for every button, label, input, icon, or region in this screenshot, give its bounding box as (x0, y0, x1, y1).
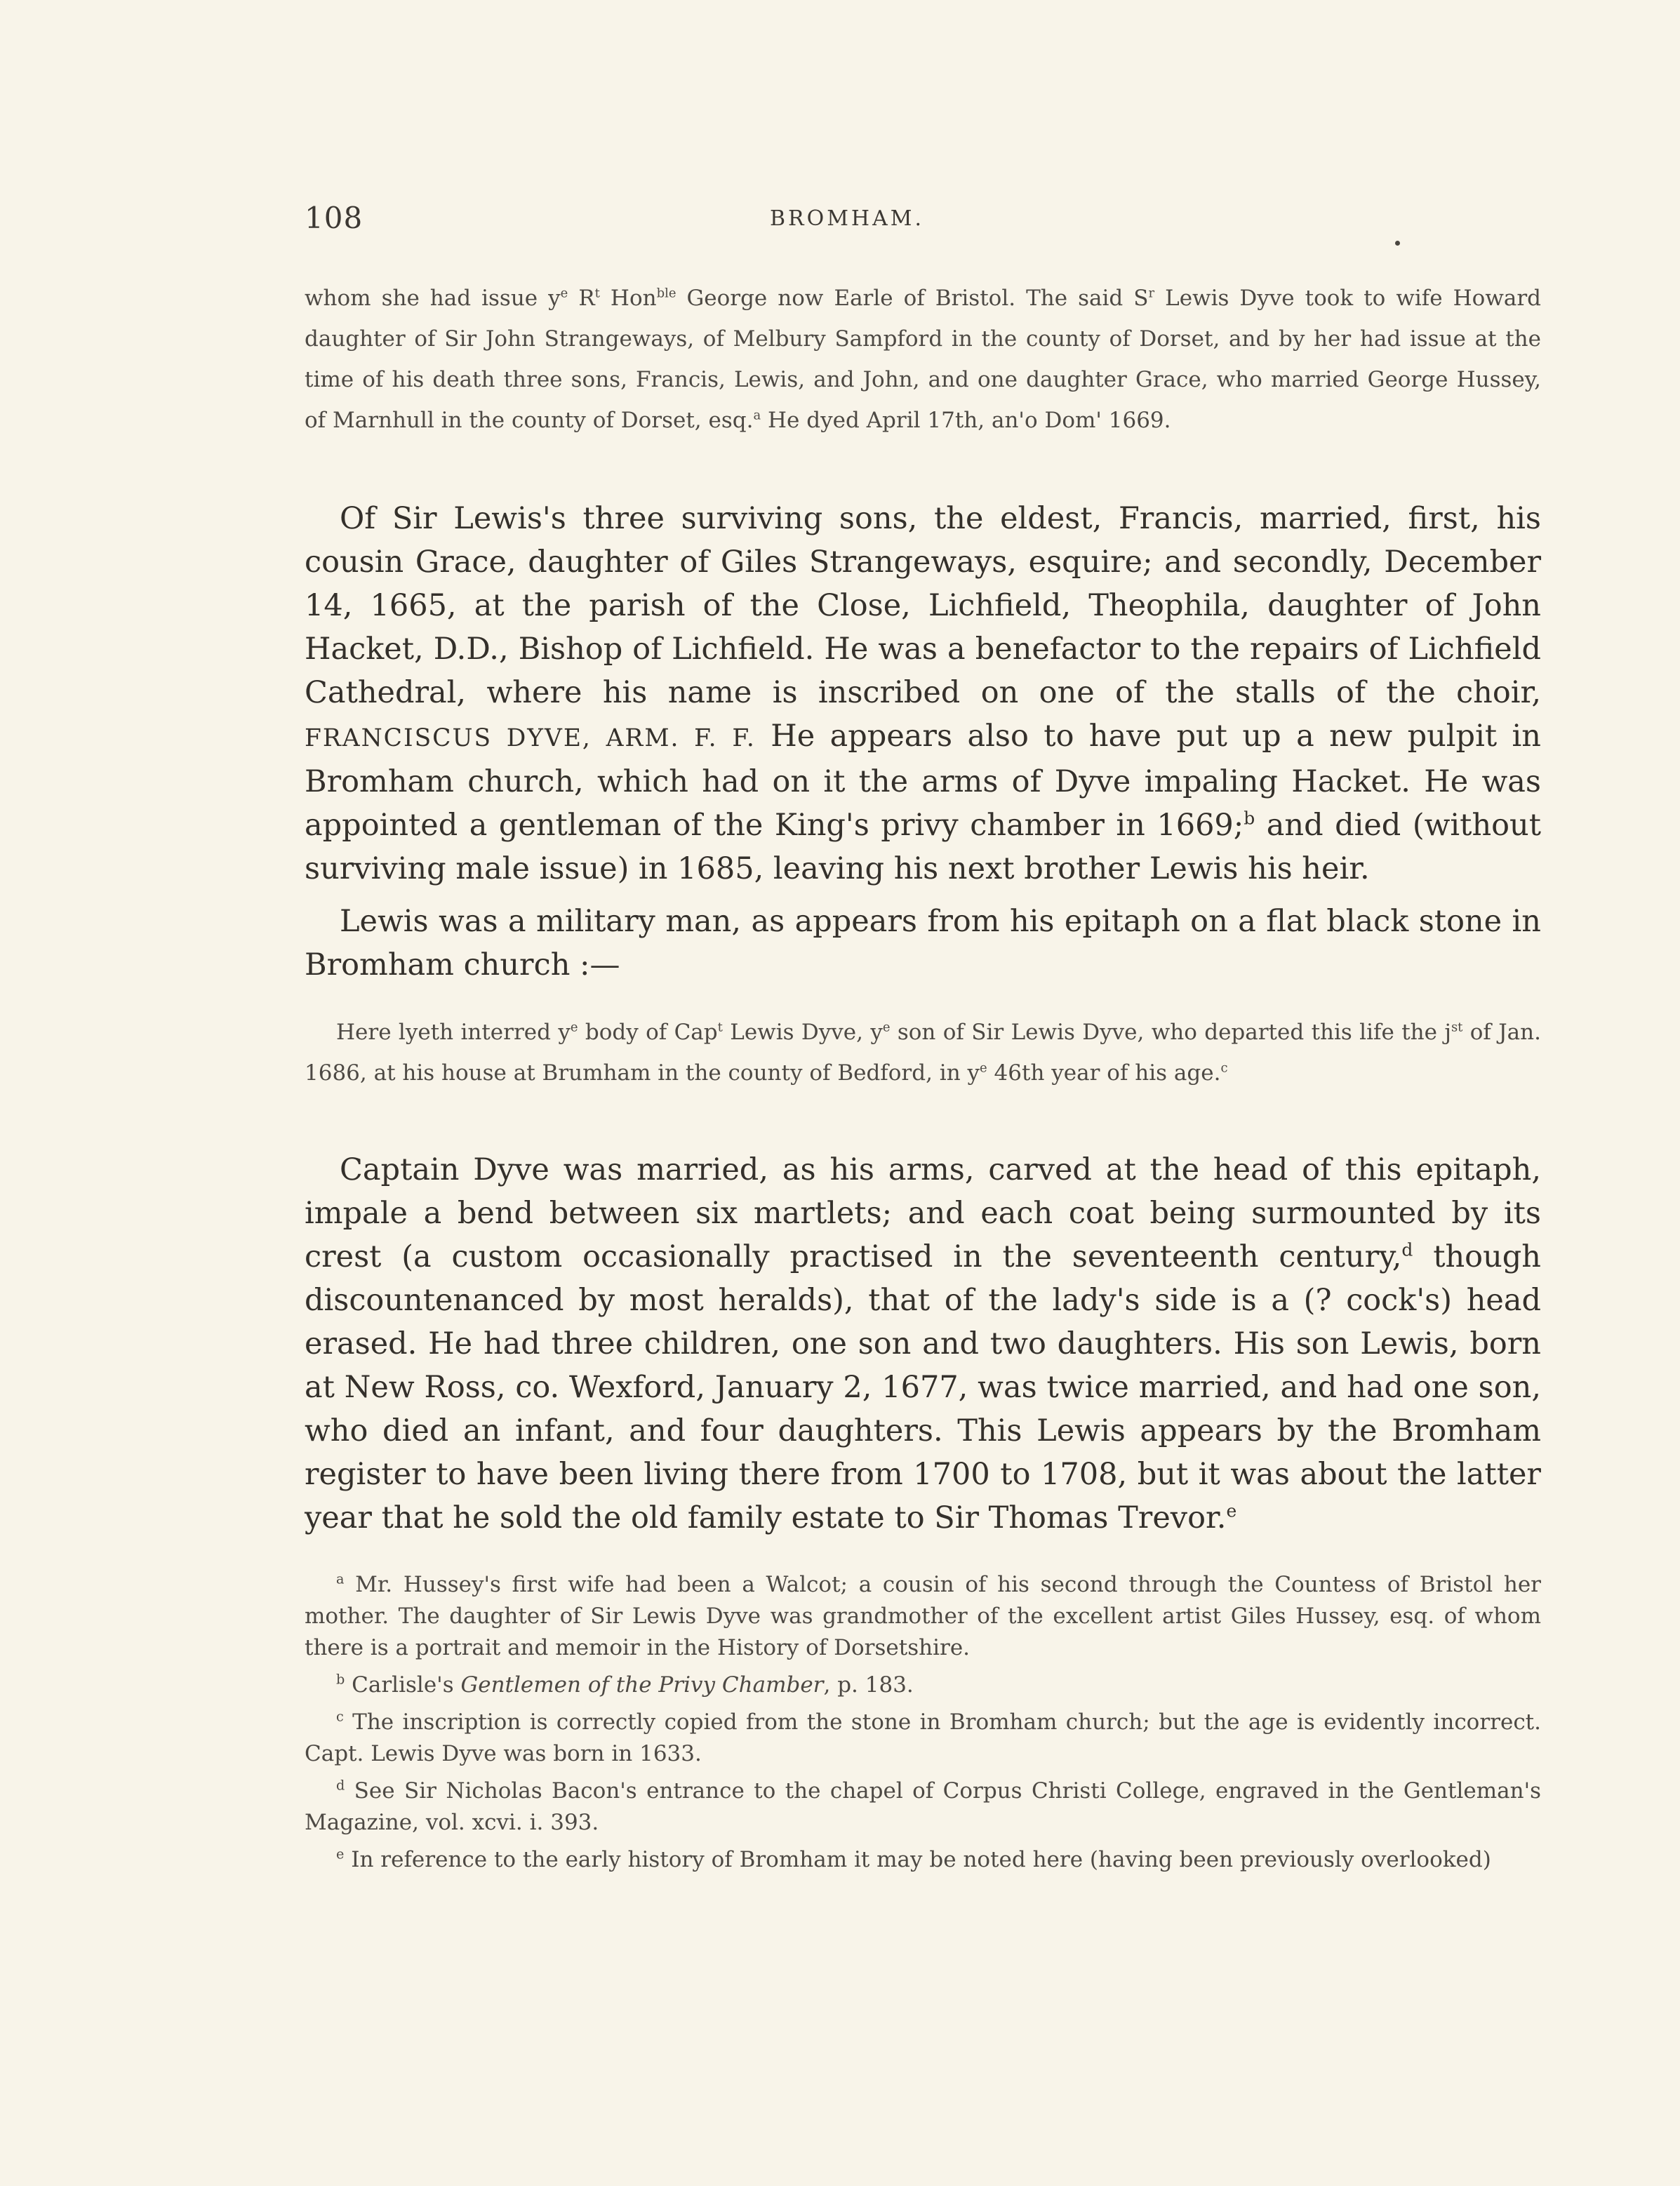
paragraph-captain-dyve: Captain Dyve was married, as his arms, carved at the head of this epitaph, impale a bend between six martlets; and each coat being surmounted by its crest (a custom occasionally practised in the seventeenth century,$^d$ though discountenanced by most heralds), that of the lady's side is a (? cock's) head erased. He had three children, one son and two daughters. His son Lewis, born at New Ross, co. Wexford, January 2, 1677, was twice married, and had one son, who died an infant, and four daughters. This Lewis appears by the Bromham register to have been living there from 1700 to 1708, but it was about the latter year that he sold the old family estate to Sir Thomas Trevor.$^e$ (305, 1152, 1541, 1535)
footnote-e: $^e$ In reference to the early history of Bromham it may be noted here (having been previously overlooked) (336, 1846, 1491, 1872)
footnote-ref-a[interactable]: a (753, 408, 761, 423)
footnote-b: $^b$ Carlisle's Gentlemen of the Privy Chamber, p. 183. (336, 1671, 914, 1698)
footnote-ref-d[interactable]: d (1401, 1239, 1413, 1260)
footnote-ref-b[interactable]: b (1244, 808, 1255, 829)
running-title: BROMHAM. (769, 206, 925, 231)
footnote-ref-e[interactable]: e (1226, 1500, 1237, 1521)
paragraph-continuation: whom she had issue $y^e$ $R^t$ Hon$^{ble}$ George now Earle of Bristol. The said $S^r$ Lewis Dyve took to wife Howard daughter of Sir John Strangeways, of Melbury Sampford in the county of Dorset, and by her had issue at the time of his death three sons, Francis, Lewis, and John, and one daughter Grace, who married George Hussey, of Marnhull in the county of Dorset, esq.$^a$ He dyed April 17th, an'o Dom' 1669. (305, 286, 1541, 433)
latin-inscription: FRANCISCUS DYVE, ARM. F. F. (305, 724, 756, 752)
page-number: 108 (305, 201, 364, 235)
footnote-d: $^d$ See Sir Nicholas Bacon's entrance to the chapel of Corpus Christi College, engraved in the Gentleman's Magazine, vol. xcvi. i. 393. (305, 1777, 1541, 1835)
paragraph-lewis: Lewis was a military man, as appears from his epitaph on a flat black stone in Bromham church :— (305, 904, 1541, 982)
ink-speck (1395, 241, 1400, 246)
footnotes (305, 1569, 1541, 1881)
footnote-ref-c[interactable]: c (1220, 1060, 1228, 1076)
epitaph-quote: Here lyeth interred $y^e$ body of Cap$^t$ Lewis Dyve, $y^e$ son of Sir Lewis Dyve, who departed this life the $j^{st}$ of Jan. 1686, at his house at Brumham in the county of Bedford, in $y^e$ 46th year of his age.$^c$ (305, 1020, 1541, 1086)
footnote-a: $^a$ Mr. Hussey's first wife had been a Walcot; a cousin of his second through the Countess of Bristol her mother. The daughter of Sir Lewis Dyve was grandmother of the excellent artist Giles Hussey, esq. of whom there is a portrait and memoir in the History of Dorsetshire. (305, 1571, 1541, 1660)
footnote-c: $^c$ The inscription is correctly copied from the stone in Bromham church; but the age is evidently incorrect. Capt. Lewis Dyve was born in 1633. (305, 1708, 1541, 1766)
paragraph-francis: Of Sir Lewis's three surviving sons, the eldest, Francis, married, first, his cousin Grace, daughter of Giles Strangeways, esquire; and secondly, December 14, 1665, at the parish of the Close, Lichfield, Theophila, daughter of John Hacket, D.D., Bishop of Lichfield. He was a benefactor to the repairs of Lichfield Cathedral, where his name is inscribed on one of the stalls of the choir, FRANCISCUS DYVE, ARM. F. F. He appears also to have put up a new pulpit in Bromham church, which had on it the arms of Dyve impaling Hacket. He was appointed a gentleman of the King's privy chamber in 1669;$^b$ and died (without surviving male issue) in 1685, leaving his next brother Lewis his heir. (305, 501, 1541, 886)
book-title: Gentlemen of the Privy Chamber (460, 1672, 824, 1698)
